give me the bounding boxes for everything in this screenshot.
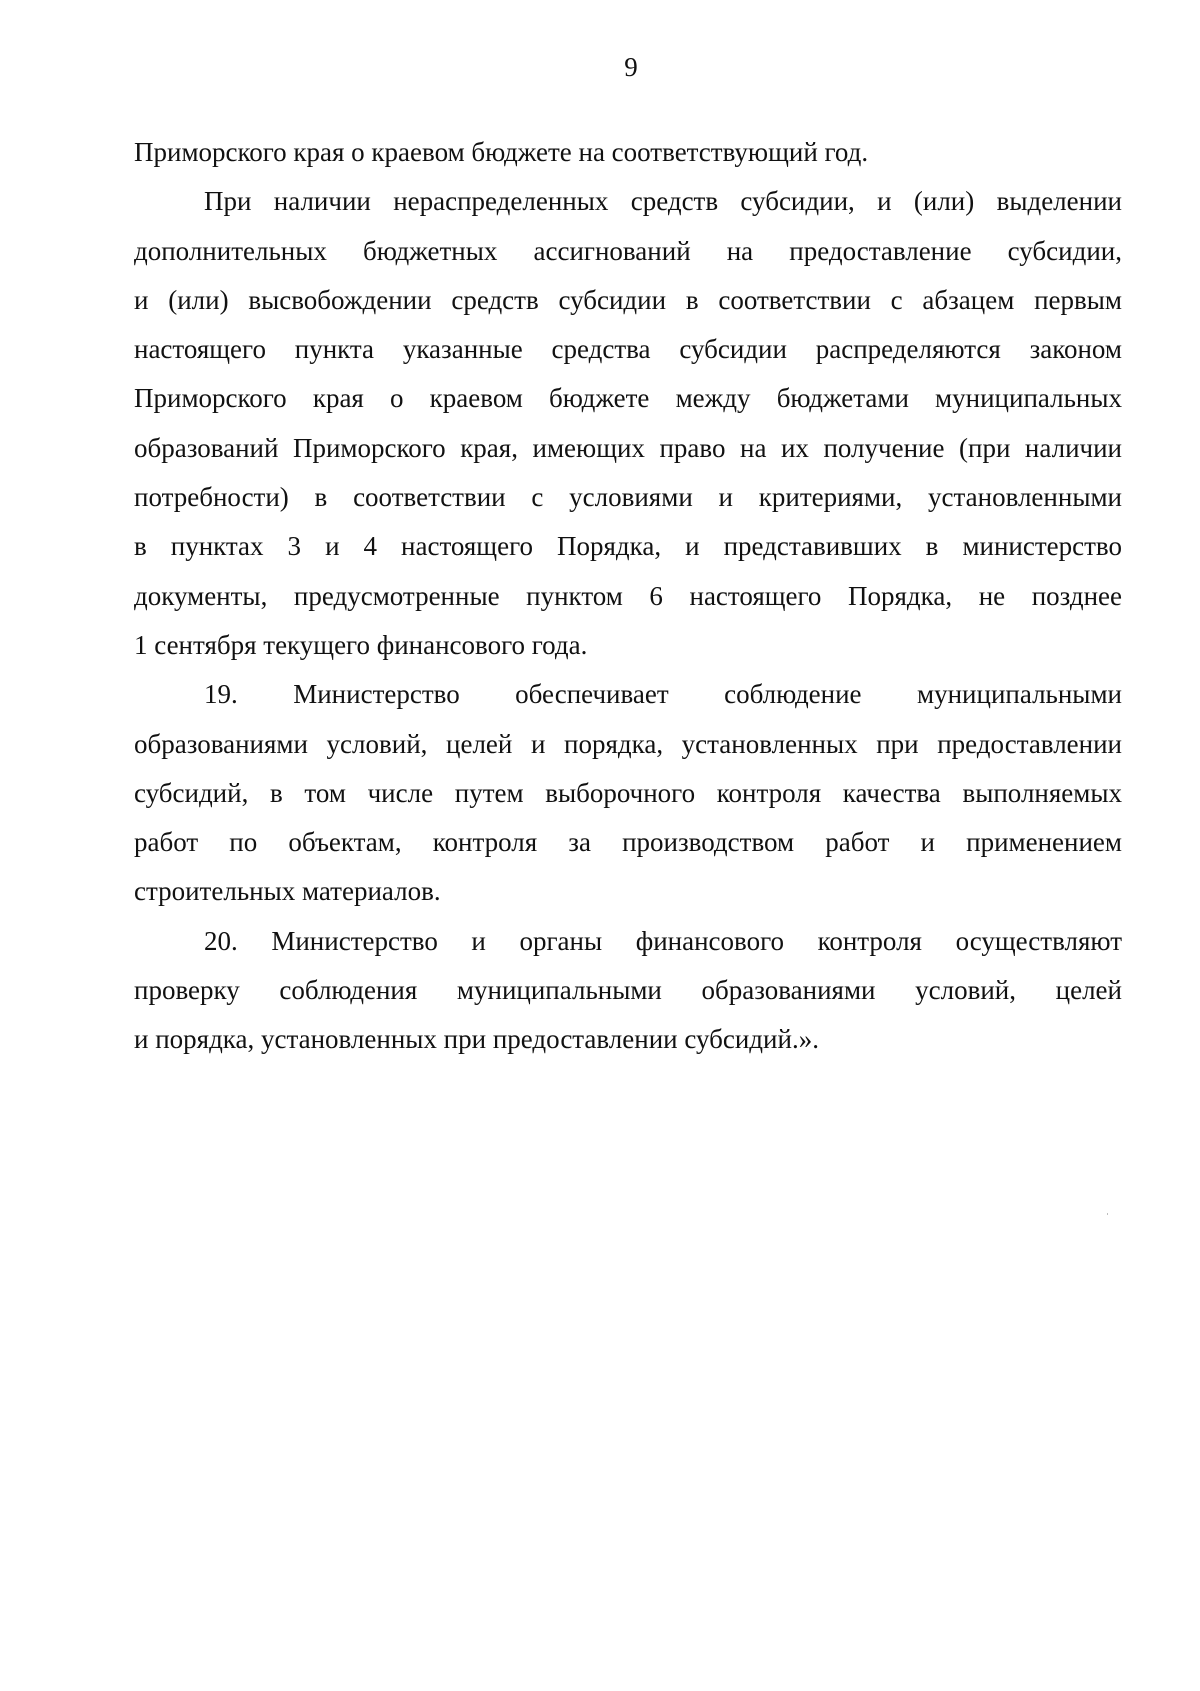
text-line: Приморского края о краевом бюджете между бюджетами муниципальных xyxy=(134,383,1122,414)
document-body xyxy=(134,128,1122,1065)
text-line: 20. Министерство и органы финансового контроля осуществляют xyxy=(204,925,1122,956)
text-line: настоящего пункта указанные средства субсидии распределяются законом xyxy=(134,334,1122,365)
paragraph-unallocated-funds xyxy=(134,177,1122,670)
page-number: 9 xyxy=(624,52,638,82)
text-line: При наличии нераспределенных средств субсидии, и (или) выделении xyxy=(204,186,1122,217)
text-line: проверку соблюдения муниципальными образованиями условий, целей xyxy=(134,975,1122,1006)
text-line: в пунктах 3 и 4 настоящего Порядка, и представивших в министерство xyxy=(134,531,1122,562)
text-line: строительных материалов. xyxy=(134,876,441,907)
text-line: потребности) в соответствии с условиями и критериями, установленными xyxy=(134,482,1122,513)
paragraph-item-19 xyxy=(134,670,1122,916)
paragraph-item-20 xyxy=(134,917,1122,1065)
text-line: и порядка, установленных при предоставлении субсидий.». xyxy=(134,1024,819,1055)
text-line: документы, предусмотренные пунктом 6 настоящего Порядка, не позднее xyxy=(134,580,1122,611)
text-line: 1 сентября текущего финансового года. xyxy=(134,629,588,660)
text-line: субсидий, в том числе путем выборочного контроля качества выполняемых xyxy=(134,777,1122,808)
scan-artifact xyxy=(1107,1213,1108,1215)
text-line: 19. Министерство обеспечивает соблюдение муниципальными xyxy=(204,679,1122,710)
text-line: образованиями условий, целей и порядка, установленных при предоставлении xyxy=(134,728,1122,759)
text-line: работ по объектам, контроля за производством работ и применением xyxy=(134,827,1122,858)
text-line: образований Приморского края, имеющих право на их получение (при наличии xyxy=(134,432,1122,463)
text-line: дополнительных бюджетных ассигнований на предоставление субсидии, xyxy=(134,235,1122,266)
paragraph-continuation xyxy=(134,128,1122,177)
text-line: и (или) высвобождении средств субсидии в соответствии с абзацем первым xyxy=(134,284,1122,315)
text-line: Приморского края о краевом бюджете на соответствующий год. xyxy=(134,137,869,167)
